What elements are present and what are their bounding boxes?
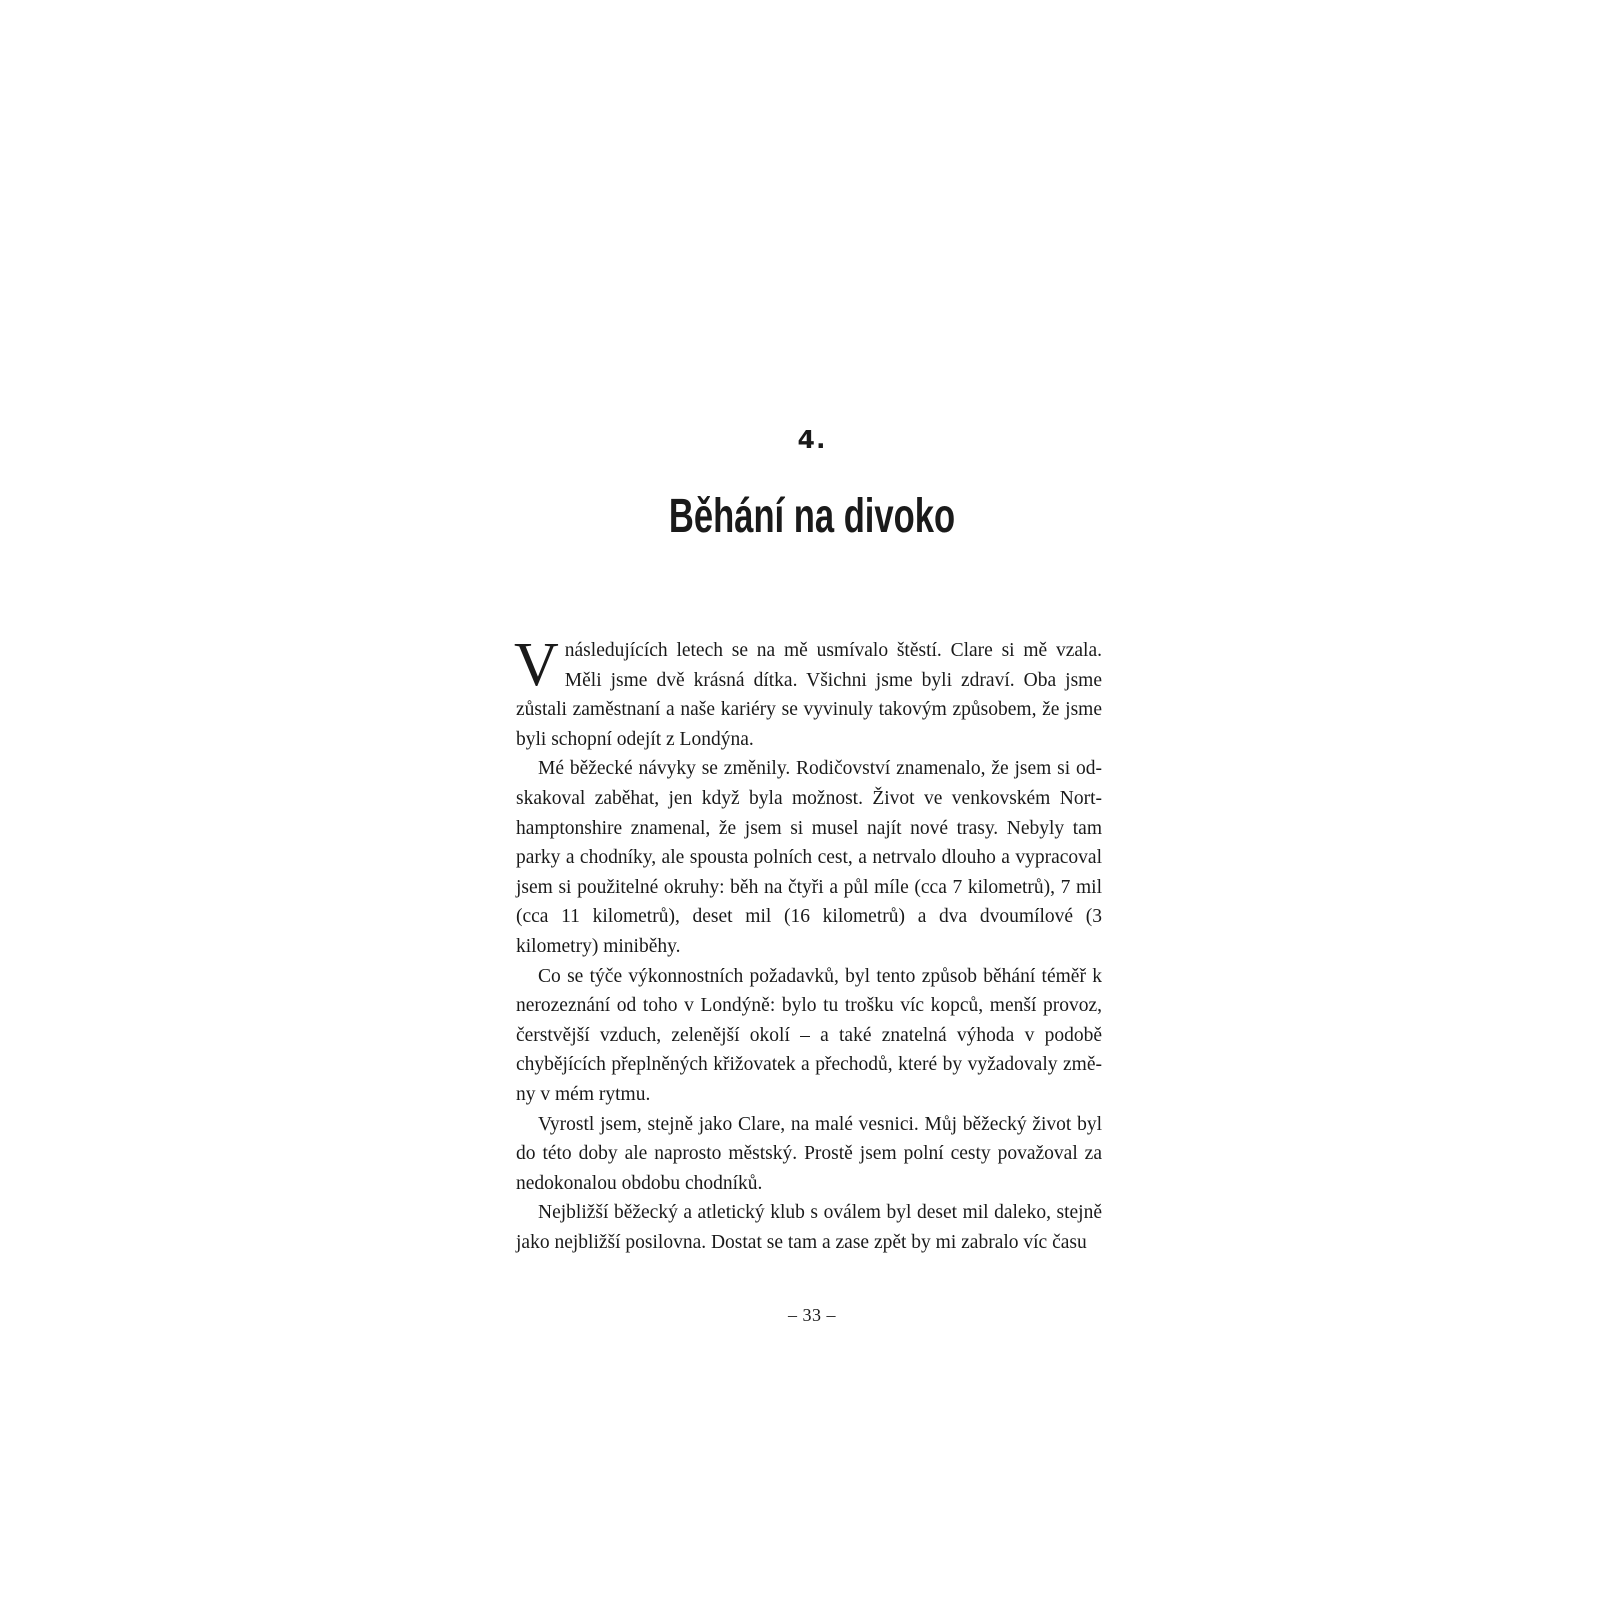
page-number: – 33 –: [788, 1305, 836, 1325]
paragraph-1: [514, 631, 1102, 754]
chapter-body: [514, 631, 1102, 1257]
paragraph-2: Mé běžecké návyky se změnily. Rodičovství znamenalo, že jsem si odskakoval zaběhat, jen když byla možnost. Život ve venkovském Northamptonshire znamenal, že jsem si musel najít nové trasy. Nebyly tam parky a chodníky, ale spousta polních cest, a netrvalo dlouho a vypracoval jsem si použitelné okruhy: běh na čtyři a půl míle (cca 7 kilometrů), 7 mil (cca 11 kilometrů), deset mil (16 kilometrů) a dva dvoumílové (3 kilometry) miniběhy.: [516, 758, 1102, 957]
paragraph-3: Co se týče výkonnostních požadavků, byl tento způsob běhání téměř k nerozeznání od toho v Londýně: bylo tu trošku víc kopců, menší provoz, čerstvější vzduch, zelenější okolí – a také znatelná výhoda v podobě chybějících přeplněných křižovatek a přechodů, které by vyžadovaly změny v mém rytmu.: [516, 965, 1102, 1105]
chapter-number: 4.: [797, 425, 827, 454]
paragraph-1-text: následujících letech se na mě usmívalo štěstí. Clare si mě vzala. Měli jsme dvě krásná dítka. Všichni jsme byli zdraví. Oba jsme zůstali zaměstnaní a naše kariéry se vyvinuly takovým způsobem, že jsme byli schopní odejít z Londýna.: [516, 640, 1102, 750]
drop-cap: V: [514, 631, 559, 699]
paragraph-4: Vyrostl jsem, stejně jako Clare, na malé vesnici. Můj běžecký život byl do této doby ale naprosto městský. Prostě jsem polní cesty považoval za nedokonalou obdobu chodníků.: [516, 1113, 1102, 1194]
paragraph-5: Nejbližší běžecký a atletický klub s oválem byl deset mil daleko, stejně jako nejbližší posilovna. Dostat se tam a zase zpět by mi zabralo víc času: [516, 1202, 1102, 1253]
chapter-title: Běhání na divoko: [668, 490, 956, 543]
